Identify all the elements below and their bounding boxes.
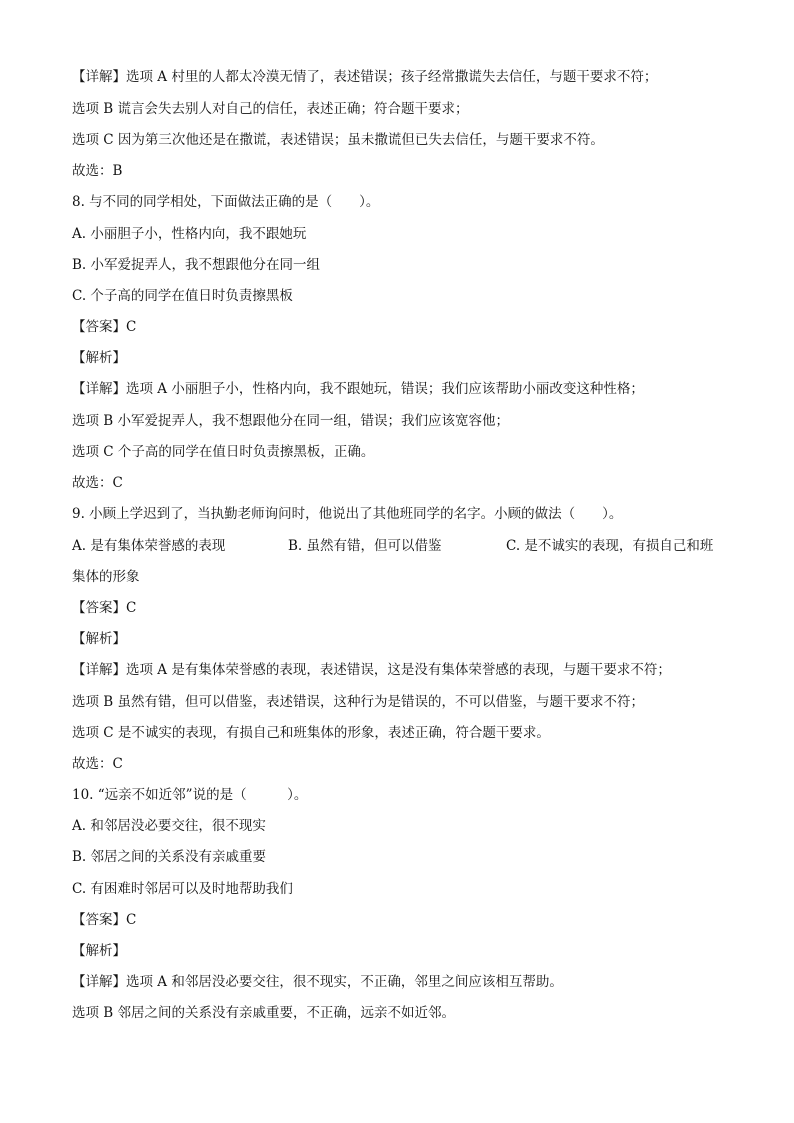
- analysis-label: 【解析】: [72, 631, 126, 647]
- text-line: 【详解】选项 A 小丽胆子小，性格内向，我不跟她玩，错误；我们应该帮助小丽改变这种性格；: [72, 381, 644, 397]
- text-line: 选项 C 是不诚实的表现，有损自己和班集体的形象，表述正确，符合题干要求。: [72, 725, 550, 741]
- text-line: 【详解】选项 A 是有集体荣誉感的表现，表述错误，这是没有集体荣誉感的表现，与题干要求不符；: [72, 662, 671, 678]
- option-b: B. 小军爱捉弄人，我不想跟他分在同一组: [72, 257, 321, 273]
- text-line: 故选：C: [72, 475, 123, 491]
- text-line: 选项 B 邻居之间的关系没有亲戚重要，不正确，远亲不如近邻。: [72, 1005, 456, 1021]
- text-line: 故选：B: [72, 163, 123, 179]
- question-8: 8. 与不同的同学相处，下面做法正确的是（ ）。: [72, 194, 380, 210]
- analysis-label: 【解析】: [72, 943, 126, 959]
- option-b: B. 虽然有错，但可以借鉴: [288, 538, 442, 554]
- text-line: 选项 C 因为第三次他还是在撒谎，表述错误；虽未撒谎但已失去信任，与题干要求不符。: [72, 132, 604, 148]
- option-c: C. 个子高的同学在值日时负责擦黑板: [72, 288, 293, 304]
- text-line: 选项 B 谎言会失去别人对自己的信任，表述正确；符合题干要求；: [72, 101, 469, 117]
- option-a: A. 和邻居没必要交往，很不现实: [72, 818, 266, 834]
- text-line: 选项 B 小军爱捉弄人，我不想跟他分在同一组，错误；我们应该宽容他；: [72, 413, 510, 429]
- answer-label: 【答案】C: [72, 912, 137, 928]
- option-b: B. 邻居之间的关系没有亲戚重要: [72, 849, 267, 865]
- text-line: 故选：C: [72, 756, 123, 772]
- answer-label: 【答案】C: [72, 600, 137, 616]
- text-line: 【详解】选项 A 村里的人都太冷漠无情了，表述错误；孩子经常撒谎失去信任，与题干要求不符；: [72, 69, 658, 85]
- text-line: 选项 C 个子高的同学在值日时负责擦黑板，正确。: [72, 444, 375, 460]
- option-a: A. 小丽胆子小，性格内向，我不跟她玩: [72, 226, 307, 242]
- analysis-label: 【解析】: [72, 350, 126, 366]
- answer-label: 【答案】C: [72, 319, 137, 335]
- option-c: C. 有困难时邻居可以及时地帮助我们: [72, 881, 293, 897]
- option-a: A. 是有集体荣誉感的表现: [72, 538, 226, 554]
- option-c: C. 是不诚实的表现，有损自己和班: [506, 538, 714, 554]
- text-line: 集体的形象: [72, 569, 140, 585]
- question-9: 9. 小顾上学迟到了，当执勤老师询问时，他说出了其他班同学的名字。小顾的做法（ ）。: [72, 506, 623, 522]
- question-10: 10. “远亲不如近邻”说的是（ ）。: [72, 787, 308, 803]
- text-line: 选项 B 虽然有错，但可以借鉴，表述错误，这种行为是错误的，不可以借鉴，与题干要求不符；: [72, 694, 645, 710]
- text-line: 【详解】选项 A 和邻居没必要交往，很不现实，不正确，邻里之间应该相互帮助。: [72, 974, 563, 990]
